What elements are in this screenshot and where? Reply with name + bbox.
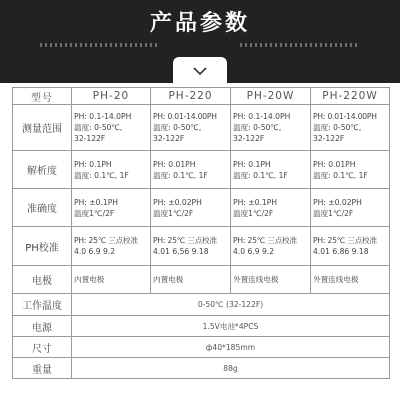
table-row — [13, 358, 390, 379]
row-label: 电源 — [13, 316, 72, 337]
cell-line: 外置连线电极 — [313, 275, 359, 284]
cell-line: 温度: 0-50℃, — [313, 123, 362, 132]
row-label: 工作温度 — [13, 294, 72, 316]
cell-line: PH: ±0.1PH — [233, 197, 277, 207]
cell-line: PH: 25℃ 三点校准 — [74, 236, 138, 245]
table-cell — [231, 105, 311, 151]
table-cell — [311, 189, 390, 227]
cell-line: 内置电极 — [74, 275, 105, 284]
cell-line: 32-122F — [153, 134, 185, 143]
cell-line: 温度1℃/2F — [74, 208, 115, 218]
table-cell — [72, 266, 151, 294]
table-header-row — [13, 88, 390, 105]
cell-line: 温度1℃/2F — [313, 208, 354, 218]
model-header: PH-20 — [72, 88, 151, 105]
cell-line: PH: ±0.02PH — [153, 197, 202, 207]
cell-line: PH: 0.1-14.0PH — [233, 112, 291, 121]
page-title: 产品参数 — [149, 11, 250, 36]
cell-line: PH: 0.01PH — [313, 159, 356, 169]
cell-line: 温度: 0.1℃, 1F — [313, 170, 368, 180]
table-cell — [231, 189, 311, 227]
cell-line: PH: 25℃ 三点校准 — [313, 236, 377, 245]
cell-line: PH: 25℃ 三点校准 — [233, 236, 297, 245]
cell-line: 温度: 0-50℃, — [153, 123, 202, 132]
cell-line: PH: 0.01PH — [153, 159, 196, 169]
model-header: PH-220W — [311, 88, 390, 105]
table-cell — [72, 227, 151, 266]
cell-line: PH: 0.1PH — [74, 159, 112, 169]
table-cell — [311, 227, 390, 266]
chevron-down-icon — [193, 61, 207, 80]
cell-line: 温度: 0-50℃, — [74, 123, 123, 132]
table-cell — [311, 105, 390, 151]
cell-line: 温度1℃/2F — [153, 208, 194, 218]
spec-table — [12, 87, 390, 379]
row-label: 解析度 — [13, 151, 72, 189]
table-cell — [151, 189, 231, 227]
table-cell — [151, 266, 231, 294]
table-cell — [72, 189, 151, 227]
cell-line: PH: 0.01-14.00PH — [313, 112, 377, 121]
merged-cell: 1.5V电池*4PCS — [72, 316, 390, 337]
cell-line: 32-122F — [74, 134, 106, 143]
banner-decoration-left — [40, 43, 160, 47]
cell-line: 温度: 0-50℃, — [233, 123, 282, 132]
cell-line: 温度1℃/2F — [233, 208, 274, 218]
header-banner — [0, 0, 400, 83]
cell-line: 4.01 6.86 9.18 — [313, 247, 369, 256]
cell-line: PH: ±0.02PH — [313, 197, 362, 207]
table-row — [13, 151, 390, 189]
table-cell — [311, 151, 390, 189]
cell-line: PH: 25℃ 三点校准 — [153, 236, 217, 245]
table-cell — [311, 266, 390, 294]
cell-line: 32-122F — [313, 134, 345, 143]
row-label: PH校准 — [13, 227, 72, 266]
model-header: PH-20W — [231, 88, 311, 105]
row-label: 测量范围 — [13, 105, 72, 151]
cell-line: PH: 0.01-14.00PH — [153, 112, 217, 121]
cell-line: 温度: 0.1℃, 1F — [233, 170, 288, 180]
row-label: 电极 — [13, 266, 72, 294]
table-row — [13, 189, 390, 227]
row-label: 重量 — [13, 358, 72, 379]
cell-line: PH: 0.1PH — [233, 159, 271, 169]
row-label: 尺寸 — [13, 337, 72, 358]
cell-line: PH: 0.1-14.0PH — [74, 112, 132, 121]
table-cell — [151, 151, 231, 189]
table-row — [13, 294, 390, 316]
table-cell — [231, 266, 311, 294]
cell-line: PH: ±0.1PH — [74, 197, 118, 207]
header-label: 型号 — [13, 88, 72, 105]
table-row — [13, 105, 390, 151]
cell-line: 外置连线电极 — [233, 275, 279, 284]
cell-line: 温度: 0.1℃, 1F — [74, 170, 129, 180]
table-cell — [151, 105, 231, 151]
table-cell — [151, 227, 231, 266]
table-cell — [72, 105, 151, 151]
table-row — [13, 337, 390, 358]
merged-cell: 0-50℃ (32-122F) — [72, 294, 390, 316]
cell-line: 4.01 6.56 9.18 — [153, 247, 209, 256]
banner-decoration-right — [240, 43, 360, 47]
row-label: 准确度 — [13, 189, 72, 227]
cell-line: 4.0 6.9 9.2 — [233, 247, 275, 256]
table-row — [13, 266, 390, 294]
table-cell — [231, 151, 311, 189]
merged-cell: ф40*185mm — [72, 337, 390, 358]
cell-line: 温度: 0.1℃, 1F — [153, 170, 208, 180]
table-row — [13, 227, 390, 266]
merged-cell: 88g — [72, 358, 390, 379]
cell-line: 32-122F — [233, 134, 265, 143]
table-row — [13, 316, 390, 337]
table-cell — [231, 227, 311, 266]
model-header: PH-220 — [151, 88, 231, 105]
cell-line: 内置电极 — [153, 275, 184, 284]
cell-line: 4.0 6.9 9.2 — [74, 247, 116, 256]
table-cell — [72, 151, 151, 189]
expand-tab[interactable] — [173, 57, 227, 83]
